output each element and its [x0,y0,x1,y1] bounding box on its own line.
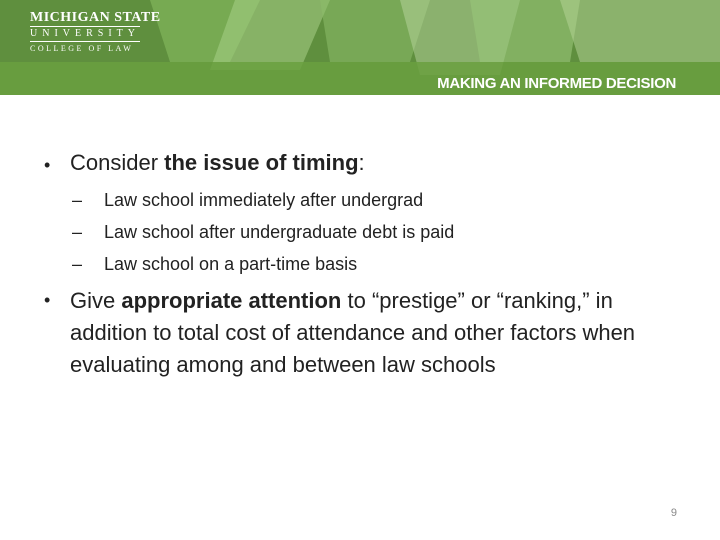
subitem-3: Law school on a part-time basis [104,254,358,274]
bullet-timing-pre: Consider [70,150,165,175]
dash-icon: – [72,222,83,242]
bullet-timing-strong: the issue of timing [164,150,359,175]
slide-title: MAKING AN INFORMED DECISION [437,75,676,92]
bullet-timing-post: : [358,150,365,175]
dash-icon: – [72,254,83,274]
page-number: 9 [670,507,677,519]
logo-line-1: MICHIGAN STATE [30,10,161,25]
subitem-1: Law school immediately after undergrad [104,190,424,210]
dash-icon: – [72,190,83,210]
bullet-icon: • [44,290,51,310]
logo-line-3: COLLEGE OF LAW [30,44,134,53]
bullet-prestige-pre: Give [70,288,122,313]
logo-line-2: UNIVERSITY [30,28,140,39]
bullet-timing [70,150,365,176]
bullet-prestige-post: to “prestige” or “ranking,” in addition to total cost of attendance and other factors when evaluating among and between law schools [70,288,636,377]
bullet-icon: • [44,155,51,175]
subitem-2: Law school after undergraduate debt is paid [104,222,455,242]
bullet-prestige-strong: appropriate attention [121,288,342,313]
bullet-prestige [70,285,670,381]
